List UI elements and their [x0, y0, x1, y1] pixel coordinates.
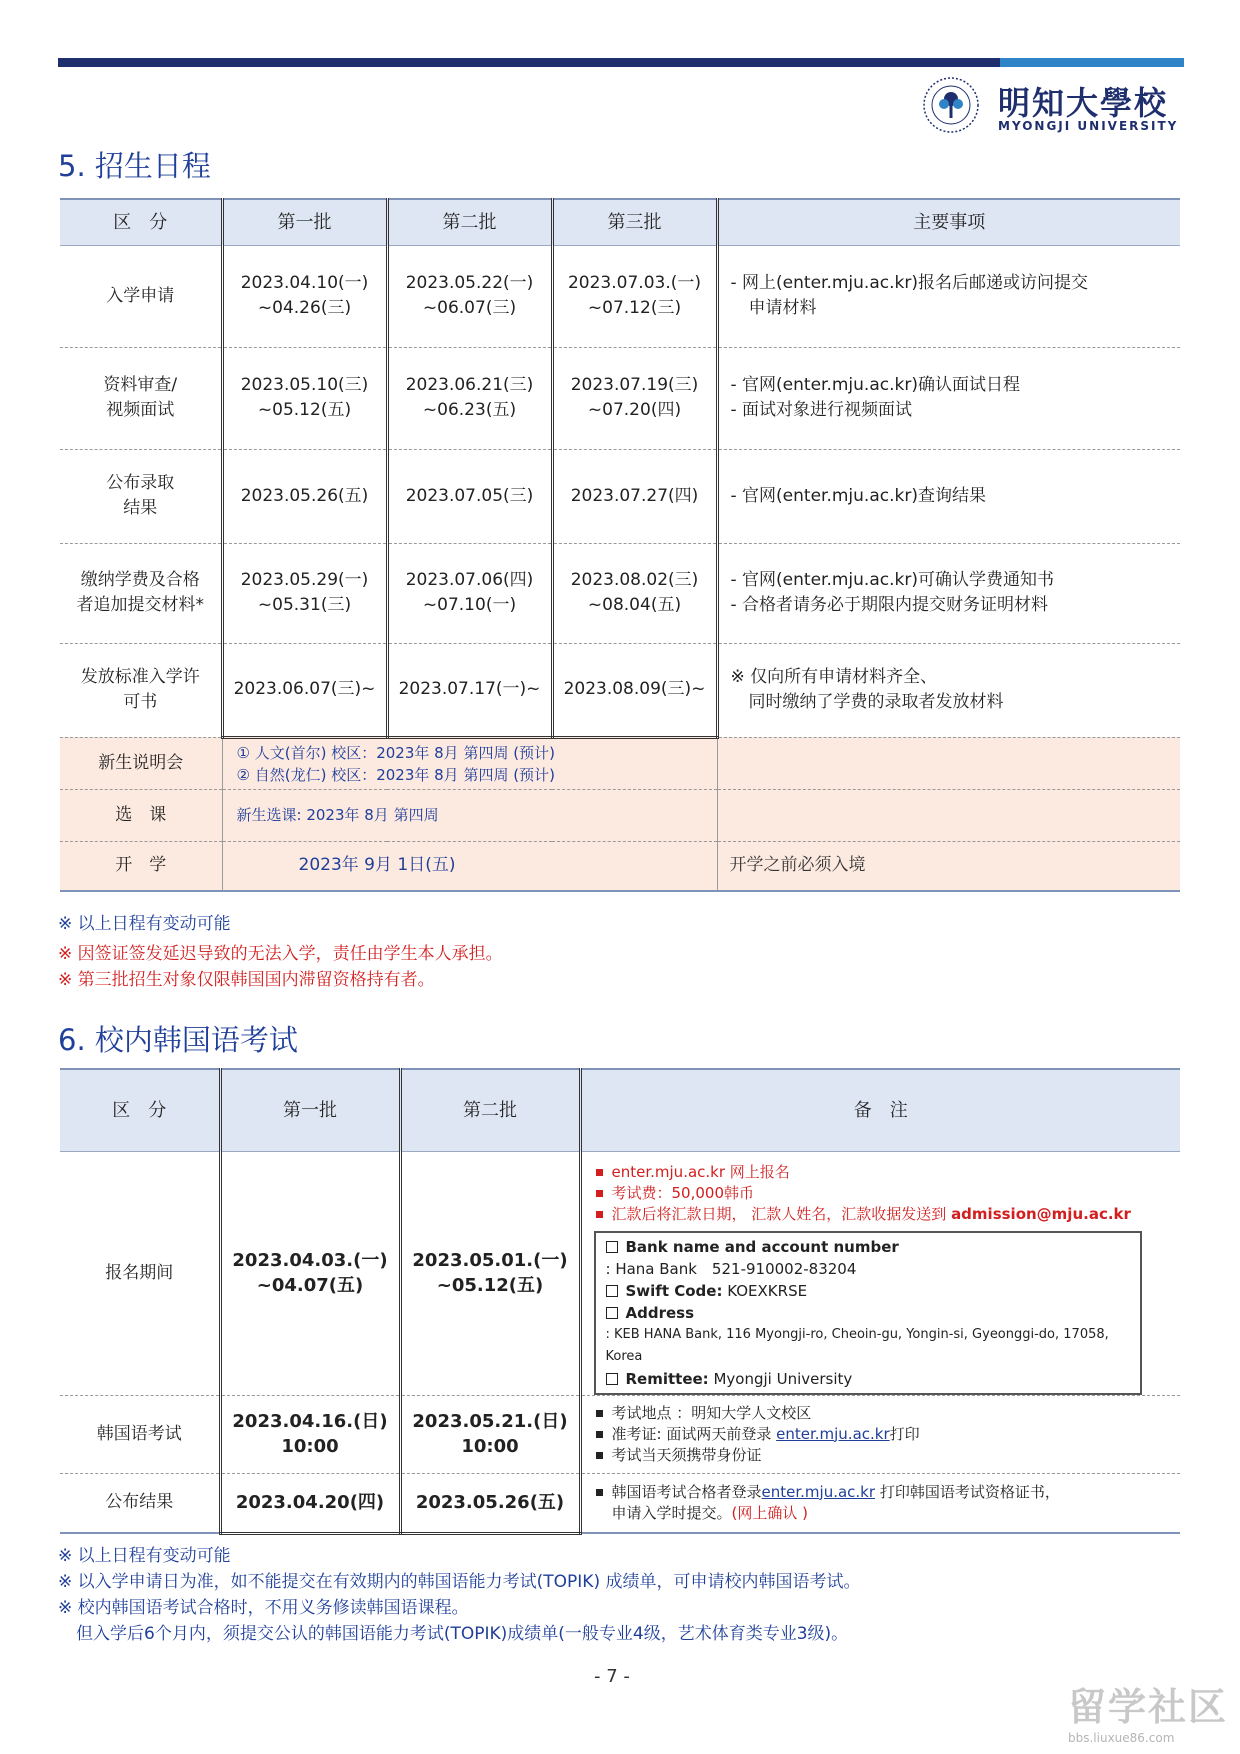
- batch-1-date: 2023.04.03.(一) ~04.07(五): [220, 1151, 400, 1395]
- registration-notes: [580, 1151, 1180, 1395]
- registration-row: [60, 1151, 1180, 1395]
- page-number: - 7 -: [594, 1666, 630, 1687]
- batch-3-date: 2023.07.27(四): [552, 449, 717, 543]
- batch-1-date: 2023.04.20(四): [220, 1473, 400, 1533]
- bullet-remittance: 汇款后将汇款日期， 汇款人姓名，汇款收据发送到 admission@mju.ac.kr: [594, 1204, 1177, 1225]
- bank-name-label: Bank name and account number: [606, 1236, 1130, 1258]
- schedule-footnote-1: ※ 以上日程有变动可能: [58, 914, 231, 934]
- result-notes: [580, 1473, 1180, 1533]
- bullet-exam-fee: 考试费：50,000韩币: [594, 1183, 1177, 1204]
- row-label: 入学申请: [60, 245, 222, 347]
- batch-3-date: 2023.07.03.(一) ~07.12(三): [552, 245, 717, 347]
- checkbox-icon: [606, 1285, 618, 1297]
- header-batch-1: 第一批: [222, 199, 387, 245]
- table-header-row: [60, 1069, 1180, 1151]
- result-row: [60, 1473, 1180, 1533]
- batch-2-date: 2023.05.22(一) ~06.07(三): [387, 245, 552, 347]
- enter-site-link[interactable]: enter.mju.ac.kr: [776, 1424, 890, 1443]
- logo-chinese-name: 明知大學校: [998, 84, 1169, 122]
- orientation-dates: ① 人文(首尔) 校区：2023年 8月 第四周 (预计) ② 自然(龙仁) 校区：2023年 8月 第四周 (预计): [222, 737, 717, 789]
- admission-email: admission@mju.ac.kr: [951, 1204, 1131, 1223]
- admission-schedule-table: [60, 198, 1180, 892]
- exam-footnote-1: ※ 以上日程有变动可能: [58, 1546, 231, 1566]
- exam-footnote-3: ※ 校内韩国语考试合格时，不用义务修读韩国语课程。: [58, 1598, 469, 1618]
- row-label: 报名期间: [60, 1151, 220, 1395]
- logo-english-name: MYONGJI UNIVERSITY: [998, 119, 1179, 133]
- table-header-row: [60, 199, 1180, 245]
- orientation-row: [60, 737, 1180, 789]
- section-6-title: 6. 校内韩国语考试: [58, 1023, 298, 1057]
- batch-1-date: 2023.05.10(三) ~05.12(五): [222, 347, 387, 449]
- row-label: 韩国语考试: [60, 1395, 220, 1473]
- university-emblem-icon: [922, 76, 980, 134]
- semester-start-row: [60, 841, 1180, 891]
- row-label: 新生说明会: [60, 737, 222, 789]
- batch-1-date: 2023.04.10(一) ~04.26(三): [222, 245, 387, 347]
- bank-info-box: [594, 1231, 1142, 1395]
- exam-footnote-4: 但入学后6个月内，须提交公认的韩国语能力考试(TOPIK)成绩单(一般专业4级，艺术体育类专业3级)。: [76, 1624, 849, 1644]
- row-notes: - 官网(enter.mju.ac.kr)可确认学费通知书 - 合格者请务必于期限内提交财务证明材料: [717, 543, 1180, 643]
- checkbox-icon: [606, 1307, 618, 1319]
- schedule-footnote-2: ※ 因签证签发延迟导致的无法入学，责任由学生本人承担。: [58, 944, 503, 964]
- batch-3-date: 2023.07.19(三) ~07.20(四): [552, 347, 717, 449]
- semester-start-date: 2023年 9月 1日(五): [222, 841, 717, 891]
- header-category: 区 分: [60, 1069, 220, 1151]
- batch-2-date: 2023.07.17(一)~: [387, 643, 552, 737]
- exam-notes: [580, 1395, 1180, 1473]
- table-row: [60, 245, 1180, 347]
- batch-2-date: 2023.05.21.(日) 10:00: [400, 1395, 580, 1473]
- watermark: [1068, 1676, 1228, 1746]
- bank-account: : Hana Bank 521-910002-83204: [605, 1259, 857, 1278]
- table-row: [60, 449, 1180, 543]
- swift-code: Swift Code: KOEXKRSE: [606, 1280, 1130, 1302]
- course-selection-notes: [717, 789, 1180, 841]
- batch-2-date: 2023.07.05(三): [387, 449, 552, 543]
- row-label: 发放标准入学许 可书: [60, 643, 222, 737]
- batch-3-date: 2023.08.09(三)~: [552, 643, 717, 737]
- header-batch-3: 第三批: [552, 199, 717, 245]
- batch-2-date: 2023.05.26(五): [400, 1473, 580, 1533]
- row-notes: - 官网(enter.mju.ac.kr)查询结果: [717, 449, 1180, 543]
- section-5-title: 5. 招生日程: [58, 149, 211, 183]
- orientation-notes: [717, 737, 1180, 789]
- row-notes: - 官网(enter.mju.ac.kr)确认面试日程 - 面试对象进行视频面试: [717, 347, 1180, 449]
- bullet-certificate: 韩国语考试合格者登录enter.mju.ac.kr 打印韩国语考试资格证书， 申请入学时提交。(网上确认 ): [594, 1482, 1177, 1524]
- checkbox-icon: [606, 1241, 618, 1253]
- bullet-exam-location: 考试地点 ：明知大学人文校区: [594, 1403, 1177, 1424]
- batch-2-date: 2023.07.06(四) ~07.10(一): [387, 543, 552, 643]
- header-batch-1: 第一批: [220, 1069, 400, 1151]
- header-remarks: 备 注: [580, 1069, 1180, 1151]
- row-label: 选 课: [60, 789, 222, 841]
- row-label: 开 学: [60, 841, 222, 891]
- watermark-url: bbs.liuxue86.com: [1068, 1731, 1175, 1745]
- row-label: 缴纳学费及合格 者追加提交材料*: [60, 543, 222, 643]
- batch-1-date: 2023.05.29(一) ~05.31(三): [222, 543, 387, 643]
- row-notes: ※ 仅向所有申请材料齐全、 同时缴纳了学费的录取者发放材料: [717, 643, 1180, 737]
- header-rule-accent: [1000, 58, 1184, 67]
- bullet-online-application: enter.mju.ac.kr 网上报名: [594, 1162, 1177, 1183]
- header-notes: 主要事项: [717, 199, 1180, 245]
- course-selection-date: 新生选课: 2023年 8月 第四周: [222, 789, 717, 841]
- semester-start-note: 开学之前必须入境: [717, 841, 1180, 891]
- batch-1-date: 2023.04.16.(日) 10:00: [220, 1395, 400, 1473]
- header-batch-2: 第二批: [387, 199, 552, 245]
- checkbox-icon: [606, 1373, 618, 1385]
- batch-2-date: 2023.06.21(三) ~06.23(五): [387, 347, 552, 449]
- schedule-footnote-3: ※ 第三批招生对象仅限韩国国内滞留资格持有者。: [58, 970, 435, 990]
- row-label: 资料审查/ 视频面试: [60, 347, 222, 449]
- exam-row: [60, 1395, 1180, 1473]
- university-logo: [918, 74, 1180, 138]
- header-batch-2: 第二批: [400, 1069, 580, 1151]
- batch-1-date: 2023.06.07(三)~: [222, 643, 387, 737]
- table-row: [60, 643, 1180, 737]
- watermark-text: 留学社区: [1068, 1685, 1229, 1729]
- batch-3-date: 2023.08.02(三) ~08.04(五): [552, 543, 717, 643]
- bullet-admission-ticket: 准考证: 面试两天前登录 enter.mju.ac.kr打印: [594, 1424, 1177, 1445]
- bank-address: : KEB HANA Bank, 116 Myongji-ro, Cheoin-gu, Yongin-si, Gyeonggi-do, 17058, Korea: [605, 1326, 1109, 1364]
- course-selection-row: [60, 789, 1180, 841]
- remittee: Remittee: Myongji University: [606, 1368, 1130, 1390]
- address-label: Address: [606, 1302, 1130, 1324]
- row-notes: - 网上(enter.mju.ac.kr)报名后邮递或访问提交 申请材料: [717, 245, 1180, 347]
- header-category: 区 分: [60, 199, 222, 245]
- row-label: 公布录取 结果: [60, 449, 222, 543]
- batch-2-date: 2023.05.01.(一) ~05.12(五): [400, 1151, 580, 1395]
- batch-1-date: 2023.05.26(五): [222, 449, 387, 543]
- exam-footnote-2: ※ 以入学申请日为准，如不能提交在有效期内的韩国语能力考试(TOPIK) 成绩单，可申请校内韩国语考试。: [58, 1572, 861, 1592]
- enter-site-link[interactable]: enter.mju.ac.kr: [761, 1482, 876, 1501]
- row-label: 公布结果: [60, 1473, 220, 1533]
- table-row: [60, 543, 1180, 643]
- korean-exam-table: [60, 1068, 1180, 1535]
- bullet-bring-id: 考试当天须携带身份证: [594, 1445, 1177, 1466]
- table-row: [60, 347, 1180, 449]
